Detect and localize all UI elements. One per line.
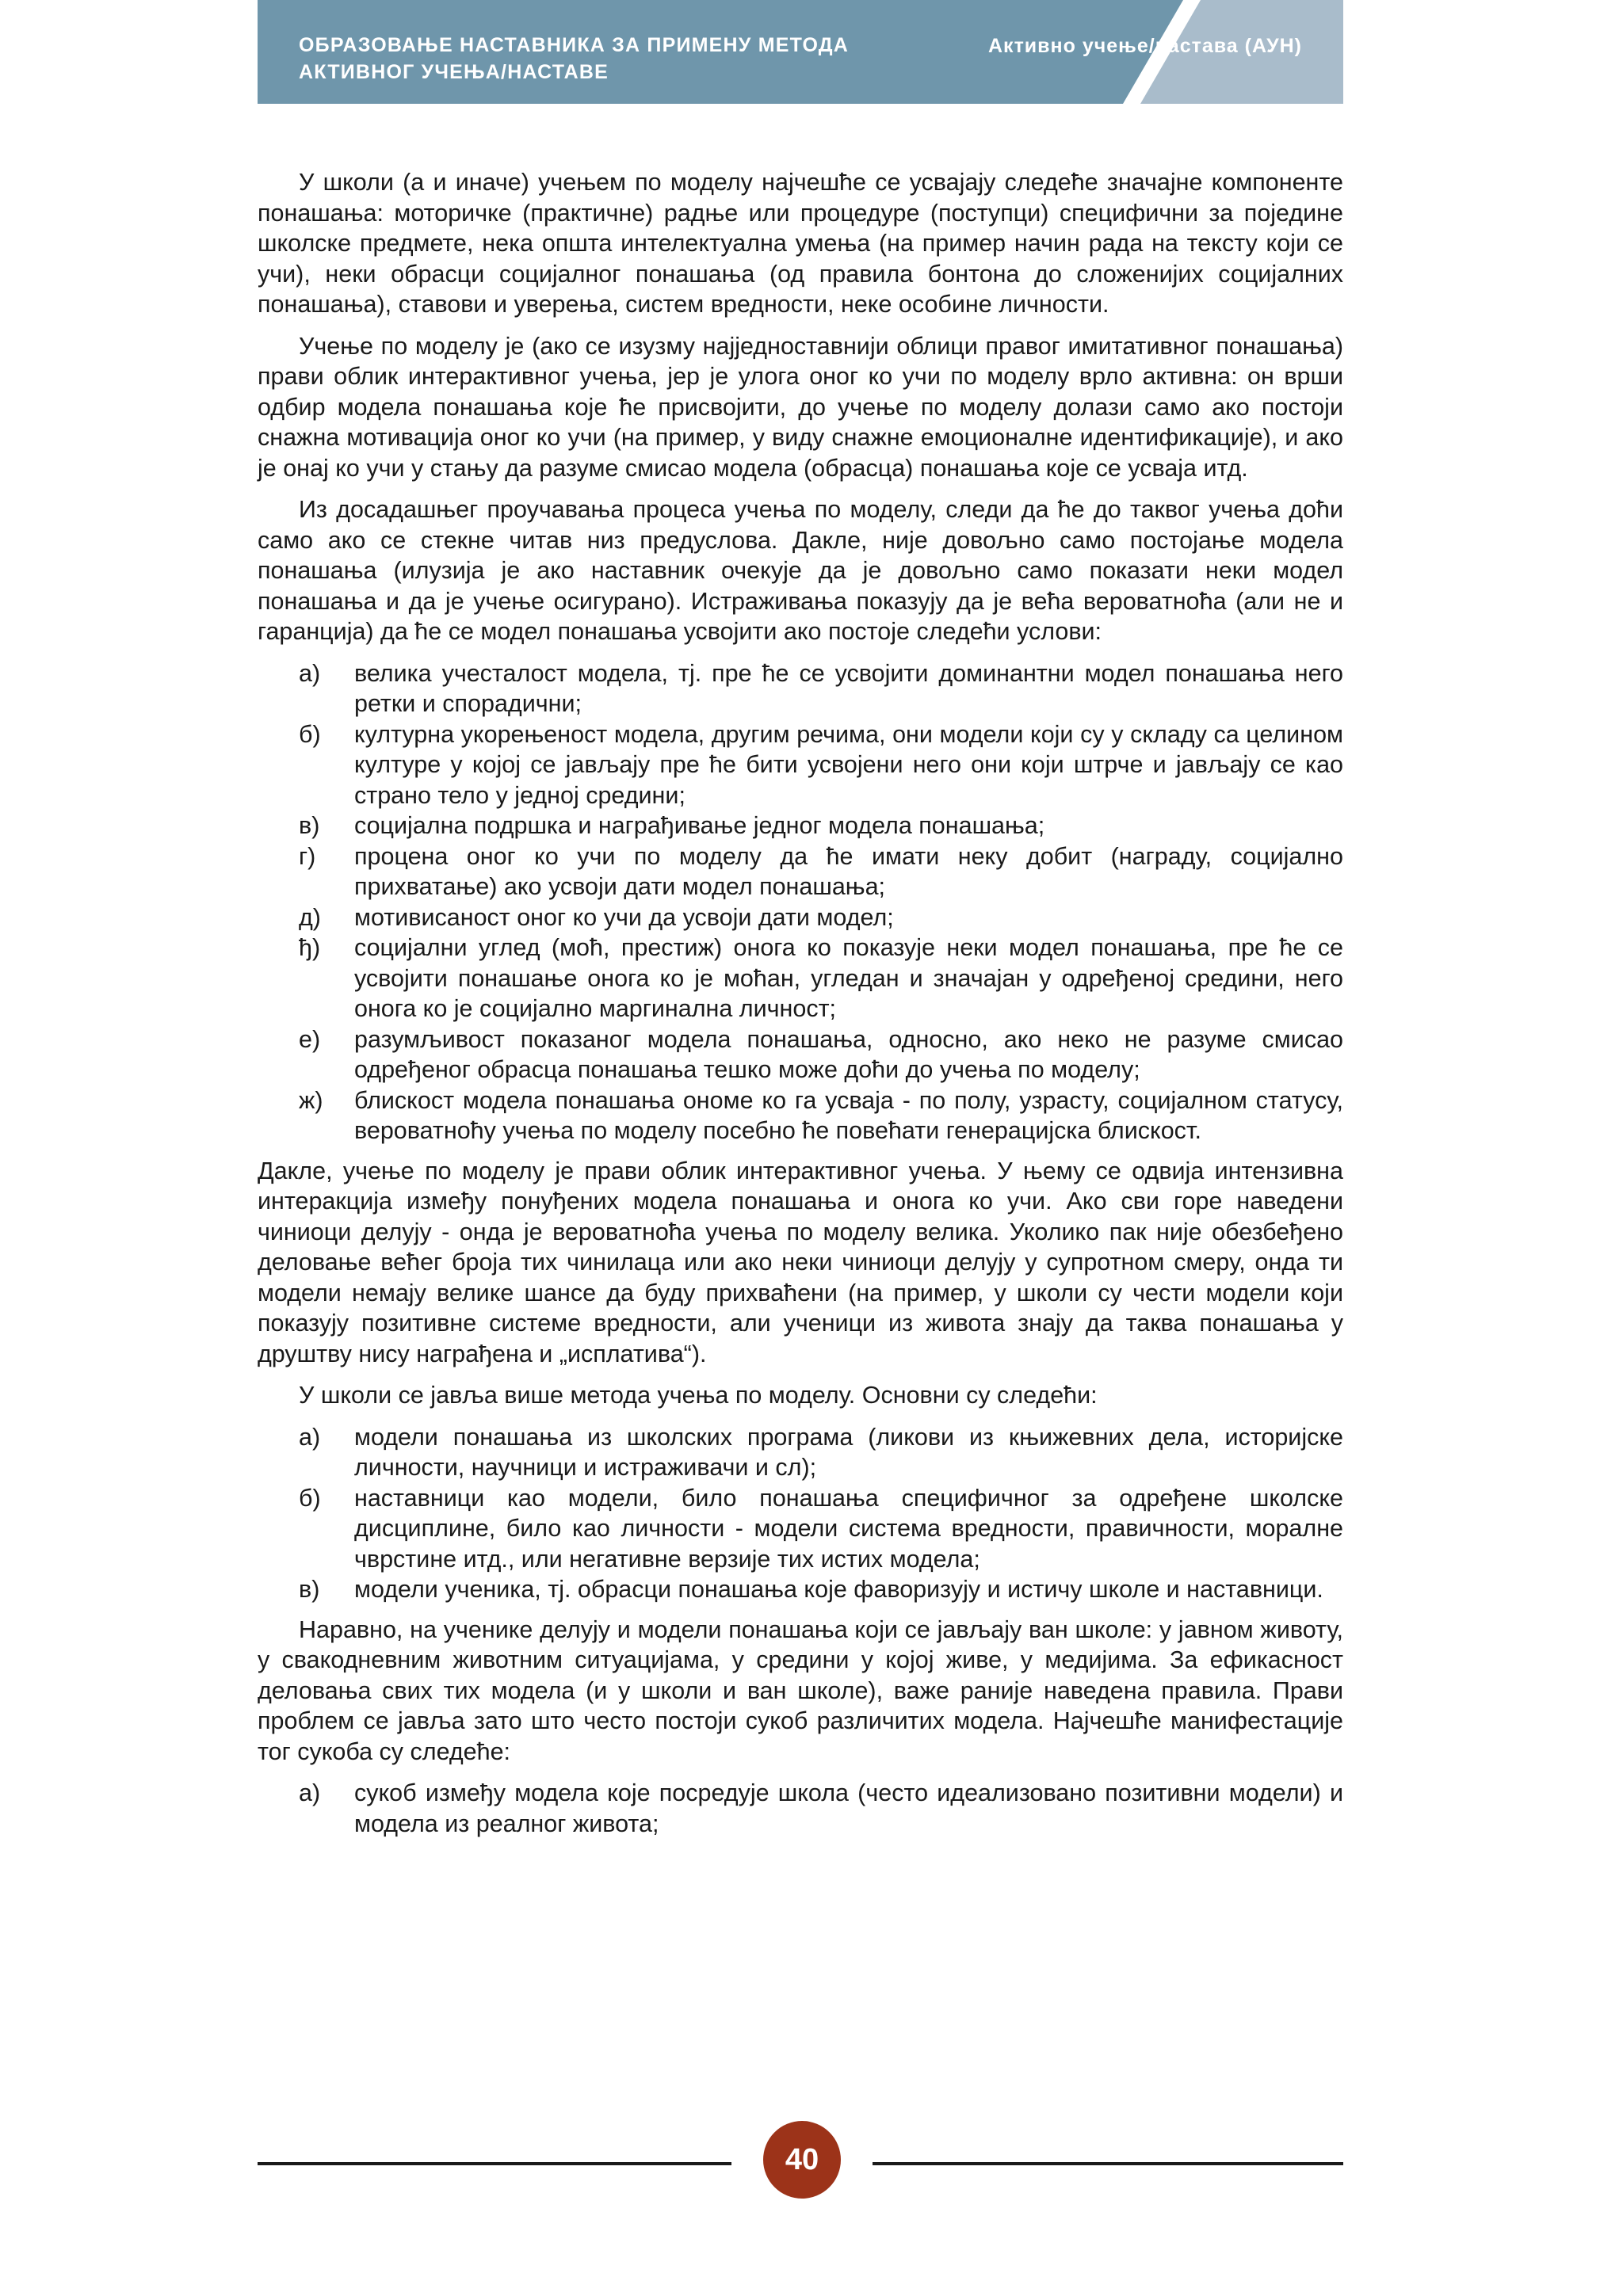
- list-marker: б): [299, 1484, 321, 1512]
- list-item: [258, 933, 1343, 1024]
- list-item-text: велика учесталост модела, тј. пре ће се усвојити доминантни модел понашања него ретки и спорадични;: [354, 659, 1343, 717]
- list-marker: в): [299, 812, 320, 839]
- list-marker: ж): [299, 1086, 323, 1114]
- list-item-text: сукоб између модела које посредује школа (често идеализовано позитивни модели) и модела из реалног живота;: [354, 1779, 1343, 1837]
- paragraph-5: У школи се јавља више метода учења по моделу. Основни су следећи:: [299, 1382, 1098, 1409]
- list-item-text: културна укорењеност модела, другим речима, они модели који су у складу са целином културе у којој се јављају пре ће бити усвојени него они који штрче и јављају се као страно тело у једној средини;: [354, 720, 1343, 809]
- list-item: [258, 719, 1343, 811]
- list-marker: в): [299, 1576, 320, 1603]
- page-number-badge: 40: [763, 2121, 841, 2199]
- list-item-text: социјални углед (моћ, престиж) онога ко показује неки модел понашања, пре ће се усвојити понашање онога ко је моћан, угледан и значајан у одређеној средини, него онога ко је социјално маргинална личност;: [354, 934, 1343, 1022]
- list-item: [258, 902, 1343, 933]
- conflicts-list: [258, 1778, 1343, 1839]
- list-item: [258, 810, 1343, 841]
- footer-rule-right: [873, 2162, 1343, 2165]
- list-item-text: наставници као модели, било понашања специфичног за одређене школске дисциплине, било као личности - модели система вредности, правичности, моралне чврстине итд., или негативне верзије тих истих модела;: [354, 1484, 1343, 1573]
- list-item: [258, 1483, 1343, 1575]
- list-item: [258, 1085, 1343, 1146]
- conditions-list: [258, 658, 1343, 1146]
- list-item: [258, 1574, 1343, 1605]
- list-item: [258, 841, 1343, 902]
- paragraph-1: У школи (а и иначе) учењем по моделу најчешће се усвајају следеће значајне компоненте понашања: моторичке (практичне) радње или процедуре (поступци) специфични за поједине школске предмете, нека општа интелектуална умења (на пример начин рада на тексту који се учи), неки обрасци социјалног понашања (од правила бонтона до сложенијих социјалних понашања), ставови и уверења, систем вредности, неке особине личности.: [258, 169, 1343, 318]
- list-marker: б): [299, 720, 321, 748]
- list-marker: г): [299, 842, 316, 870]
- list-marker: е): [299, 1025, 321, 1053]
- main-content: [258, 167, 1343, 1848]
- list-marker: а): [299, 1423, 321, 1451]
- list-marker: ђ): [299, 934, 321, 961]
- paragraph-3: Из досадашњег проучавања процеса учења по моделу, следи да ће до таквог учења доћи само ако се стекне читав низ предуслова. Дакле, није довољно само постојање модела понашања (илузија је ако наставник очекује да је довољно само показати неки модел понашања и да је учење осигурано). Истраживања показују да је већа вероватноћа (али не и гаранција) да ће се модел понашања усвојити ако постоје следећи услови:: [258, 496, 1343, 645]
- list-item-text: блискост модела понашања ономе ко га усваја - по полу, узрасту, социјалном статусу, вероватноћу учења по моделу посебно ће повећати генерацијска блискост.: [354, 1086, 1343, 1144]
- list-item-text: процена оног ко учи по моделу да ће имати неку добит (награду, социјално прихватање) ако усвоји дати модел понашања;: [354, 842, 1343, 900]
- list-item-text: социјална подршка и награђивање једног модела понашања;: [354, 812, 1045, 839]
- header-left-title-line2: АКТИВНОГ УЧЕЊА/НАСТАВЕ: [299, 61, 609, 83]
- list-item: [258, 658, 1343, 719]
- list-item-text: модели понашања из школских програма (ликови из књижевних дела, историјске личности, научници и истраживачи и сл);: [354, 1423, 1343, 1481]
- footer-rule-left: [258, 2162, 731, 2165]
- paragraph-4: Дакле, учење по моделу је прави облик интерактивног учења. У њему се одвија интензивна интеракција између понуђених модела понашања и онога ко учи. Ако сви горе наведени чиниоци делују - онда је вероватноћа учења по моделу велика. Уколико пак није обезбеђено деловање већег броја тих чинилаца или ако неки чиниоци делују у супротном смеру, онда ти модели немају велике шансе да буду прихваћени (на пример, у школи су чести модели који показују позитивне системе вредности, али ученици из живота знају да таква понашања у друштву нису награђена и „исплатива“).: [258, 1157, 1343, 1367]
- list-item-text: разумљивост показаног модела понашања, односно, ако неко не разуме смисао одређеног обрасца понашања тешко може доћи до учења по моделу;: [354, 1025, 1343, 1083]
- paragraph-2: Учење по моделу је (ако се изузму најједноставнији облици правог имитативног понашања) прави облик интерактивног учења, јер је улога оног ко учи по моделу врло активна: он врши одбир модела понашања које ће присвојити, до учење по моделу долази само ако постоји снажна мотивација оног ко учи (на пример, у виду снажне емоционалне идентификације), и ако је онај ко учи у стању да разуме смисао модела (обрасца) понашања које се усваја итд.: [258, 332, 1343, 482]
- header-left-title-line1: ОБРАЗОВАЊЕ НАСТАВНИКА ЗА ПРИМЕНУ МЕТОДА: [299, 34, 850, 56]
- list-item: [258, 1778, 1343, 1839]
- list-item: [258, 1422, 1343, 1483]
- list-item: [258, 1024, 1343, 1085]
- list-item-text: модели ученика, тј. обрасци понашања које фаворизују и истичу школе и наставници.: [354, 1576, 1323, 1603]
- list-marker: а): [299, 1779, 321, 1806]
- methods-list: [258, 1422, 1343, 1605]
- list-marker: а): [299, 659, 321, 687]
- list-item-text: мотивисаност оног ко учи да усвоји дати модел;: [354, 903, 894, 931]
- page-header: [258, 0, 1343, 104]
- list-marker: д): [299, 903, 321, 931]
- paragraph-6: Наравно, на ученике делују и модели понашања који се јављају ван школе: у јавном животу, у свакодневним животним ситуацијама, у средини у којој живе, у медијима. За ефикасност деловања свих тих модела (и у школи и ван школе), важе раније наведена правила. Прави проблем се јавља зато што често постоји сукоб различитих модела. Најчешће манифестације тог сукоба су следеће:: [258, 1615, 1343, 1765]
- header-right-title: Активно учење/настава (АУН): [988, 35, 1302, 57]
